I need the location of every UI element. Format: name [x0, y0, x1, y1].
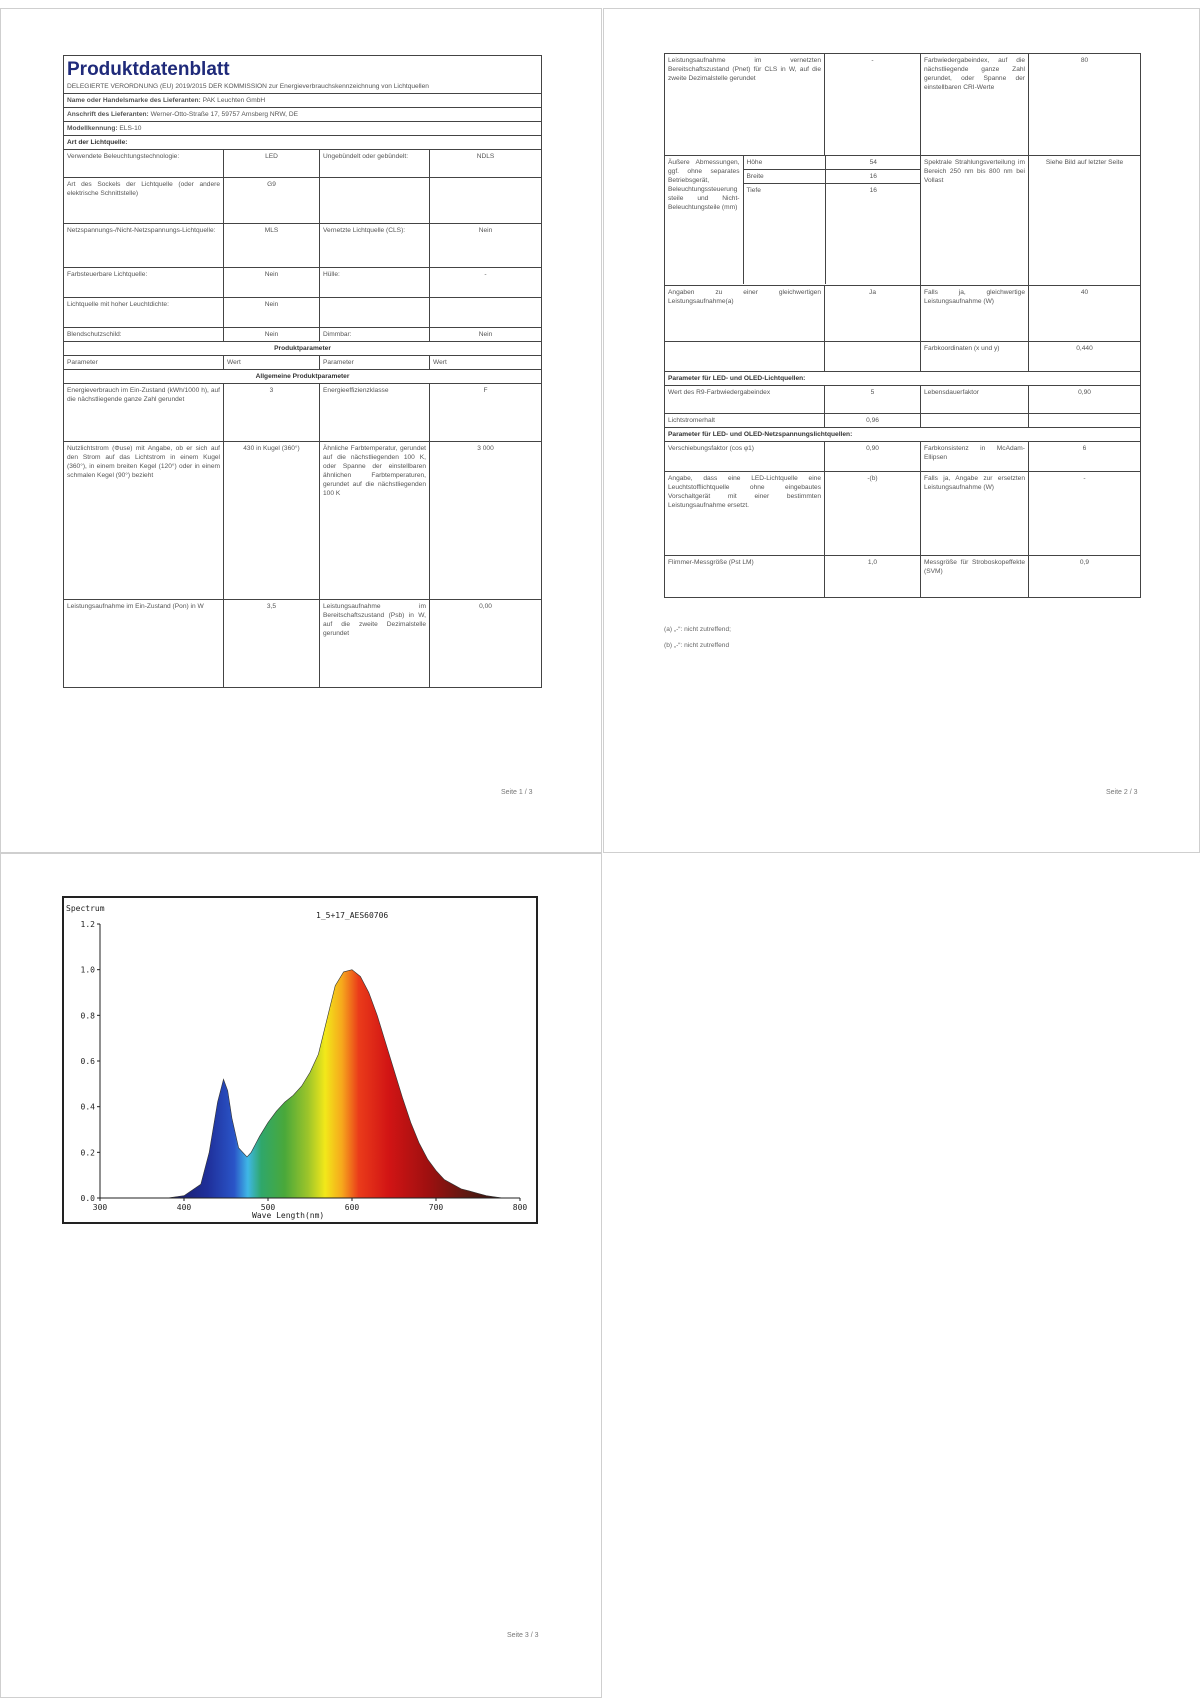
footnote-2: (b) „-“: nicht zutreffend	[664, 642, 730, 649]
mains-params-header: Parameter für LED- und OLED-Netzspannungslichtquellen:	[665, 428, 1141, 442]
page-number: Seite 1 / 3	[501, 789, 533, 796]
model-row	[64, 122, 542, 136]
cell: 0,00	[430, 600, 542, 688]
cell: 0,9	[1029, 556, 1141, 598]
doc-subtitle: DELEGIERTE VERORDNUNG (EU) 2019/2015 DER KOMMISSION zur Energieverbrauchskennzeichnung von Lichtquellen	[67, 83, 429, 90]
cell: Siehe Bild auf letzter Seite	[1029, 156, 1141, 286]
cell: Falls ja, Angabe zur ersetzten Leistungsaufnahme (W)	[921, 472, 1029, 556]
table-row	[64, 268, 542, 298]
spectrum-chart-svg	[64, 898, 536, 1222]
cell: 0,96	[825, 414, 921, 428]
supplier-address-row	[64, 108, 542, 122]
cell: G9	[224, 178, 320, 224]
supplier-address-value: Werner-Otto-Straße 17, 59757 Arnsberg NRW, DE	[150, 111, 299, 118]
cell: Farbwiedergabeindex, auf die nächstliegende ganze Zahl gerundet, oder Spanne der einstellbaren CRI-Werte	[921, 54, 1029, 156]
header-cell: Parameter	[64, 356, 224, 370]
cell: Ja	[825, 286, 921, 342]
cell: Angabe, dass eine LED-Lichtquelle eine Leuchtstofflichtquelle ohne eingebautes Vorschaltgerät mit einer bestimmten Leistungsaufnahme ersetzt.	[665, 472, 825, 556]
table-row	[64, 224, 542, 268]
cell: Leistungsaufnahme im Ein-Zustand (Pon) in W	[64, 600, 224, 688]
cell: 0,440	[1029, 342, 1141, 372]
supplier-address-label: Anschrift des Lieferanten:	[67, 111, 149, 118]
cell: Ähnliche Farbtemperatur, gerundet auf die nächstliegenden 100 K, oder Spanne der einstellbaren ähnlichen Farbtemperaturen, gerundet auf die nächstliegenden 100 K	[320, 442, 430, 600]
page-1	[0, 8, 602, 853]
cell: -	[825, 54, 921, 156]
dimensions-cell	[665, 156, 921, 286]
cell: 3,5	[224, 600, 320, 688]
spectrum-chart	[62, 896, 538, 1224]
cell: Nein	[430, 328, 542, 342]
cell	[825, 342, 921, 372]
model-value: ELS-10	[119, 125, 142, 132]
cell: Falls ja, gleichwertige Leistungsaufnahme (W)	[921, 286, 1029, 342]
supplier-name-row	[64, 94, 542, 108]
page-2	[603, 8, 1200, 853]
dimensions-table	[665, 156, 921, 284]
x-tick-label: 800	[512, 1203, 528, 1212]
cell: 3	[224, 384, 320, 442]
cell: -	[430, 268, 542, 298]
table-row	[64, 178, 542, 224]
cell: Leistungsaufnahme im Bereitschaftszustand (Psb) in W, auf die zweite Dezimalstelle gerundet	[320, 600, 430, 688]
dim-value: 16	[825, 184, 921, 285]
x-tick-label: 300	[92, 1203, 108, 1212]
cell: Farbsteuerbare Lichtquelle:	[64, 268, 224, 298]
header-cell: Wert	[430, 356, 542, 370]
dim-value: 16	[825, 170, 921, 184]
led-params-header: Parameter für LED- und OLED-Lichtquellen:	[665, 372, 1141, 386]
y-tick-label: 0.2	[80, 1148, 95, 1158]
page-number: Seite 2 / 3	[1106, 789, 1138, 796]
dimensions-label: Äußere Abmessungen, ggf. ohne separates Betriebsgerät, Beleuchtungssteuerungsteile und Nicht-Beleuchtungsteile (mm)	[665, 156, 743, 284]
cell: Energieeffizienzklasse	[320, 384, 430, 442]
cell	[320, 178, 430, 224]
cell: NDLS	[430, 150, 542, 178]
cell: Spektrale Strahlungsverteilung im Bereich 250 nm bis 800 nm bei Vollast	[921, 156, 1029, 286]
cell: Nein	[224, 328, 320, 342]
table-row	[64, 384, 542, 442]
cell: Hülle:	[320, 268, 430, 298]
cell: 40	[1029, 286, 1141, 342]
header-cell: Wert	[224, 356, 320, 370]
cell: 0,90	[825, 442, 921, 472]
cell: Nutzlichtstrom (Φuse) mit Angabe, ob er sich auf den Strom auf das Lichtstrom in einem Kugel (360°), in einem breiten Kegel (120°) oder in einem schmalen Kegel (90°) bezieht	[64, 442, 224, 600]
cell: Art des Sockels der Lichtquelle (oder andere elektrische Schnittstelle)	[64, 178, 224, 224]
cell: Messgröße für Stroboskopeffekte (SVM)	[921, 556, 1029, 598]
x-tick-label: 600	[344, 1203, 360, 1212]
y-tick-label: 1.0	[80, 965, 95, 975]
cell: Farbkoordinaten (x und y)	[921, 342, 1029, 372]
cell: MLS	[224, 224, 320, 268]
table-row	[665, 472, 1141, 556]
y-tick-label: 0.8	[80, 1011, 95, 1021]
table-row	[665, 54, 1141, 156]
footnote-1: (a) „-“: nicht zutreffend;	[664, 626, 731, 633]
cell: Angaben zu einer gleichwertigen Leistungsaufnahme(a)	[665, 286, 825, 342]
cell: -(b)	[825, 472, 921, 556]
doc-title: Produktdatenblatt	[67, 59, 230, 80]
cell: 430 in Kugel (360°)	[224, 442, 320, 600]
cell: F	[430, 384, 542, 442]
table-row	[64, 298, 542, 328]
cell: Ungebündelt oder gebündelt:	[320, 150, 430, 178]
table-row	[64, 442, 542, 600]
cell: Verschiebungsfaktor (cos φ1)	[665, 442, 825, 472]
cell: Dimmbar:	[320, 328, 430, 342]
cell: Vernetzte Lichtquelle (CLS):	[320, 224, 430, 268]
y-axis-label: Spectrum	[66, 904, 105, 913]
cell: 6	[1029, 442, 1141, 472]
cell: Farbkonsistenz in McAdam-Ellipsen	[921, 442, 1029, 472]
x-tick-label: 500	[260, 1203, 276, 1212]
general-params-header: Allgemeine Produktparameter	[64, 370, 542, 384]
cell: 1,0	[825, 556, 921, 598]
product-params-header: Produktparameter	[64, 342, 542, 356]
y-tick-label: 1.2	[80, 920, 95, 929]
cell: 0,90	[1029, 386, 1141, 414]
cell	[665, 342, 825, 372]
header-cell: Parameter	[320, 356, 430, 370]
cell: Flimmer-Messgröße (Pst LM)	[665, 556, 825, 598]
param-header-row	[64, 356, 542, 370]
model-label: Modellkennung:	[67, 125, 118, 132]
cell: -	[1029, 472, 1141, 556]
cell: Netzspannungs-/Nicht-Netzspannungs-Lichtquelle:	[64, 224, 224, 268]
dim-label: Höhe	[743, 156, 825, 170]
table-row	[665, 342, 1141, 372]
supplier-name-label: Name oder Handelsmarke des Lieferanten:	[67, 97, 201, 104]
cell: Lebensdauerfaktor	[921, 386, 1029, 414]
cell: 80	[1029, 54, 1141, 156]
y-tick-label: 0.6	[80, 1057, 95, 1066]
x-tick-label: 400	[176, 1203, 192, 1212]
table-row	[665, 386, 1141, 414]
dim-label: Tiefe	[743, 184, 825, 285]
cell: Lichtquelle mit hoher Leuchtdichte:	[64, 298, 224, 328]
cell	[430, 178, 542, 224]
x-tick-label: 700	[428, 1203, 444, 1212]
cell: Nein	[224, 298, 320, 328]
table-row	[665, 556, 1141, 598]
cell	[430, 298, 542, 328]
product-datasheet-table-1	[63, 55, 542, 688]
product-datasheet-table-2	[664, 53, 1141, 598]
chart-title: 1_5+17_AES60706	[316, 911, 389, 920]
cell: Leistungsaufnahme im vernetzten Bereitschaftszustand (Pnet) für CLS in W, auf die zweite Dezimalstelle gerundet	[665, 54, 825, 156]
table-row	[64, 600, 542, 688]
dim-value: 54	[825, 156, 921, 170]
supplier-name-value: PAK Leuchten GmbH	[202, 97, 266, 104]
cell	[320, 298, 430, 328]
table-row	[665, 286, 1141, 342]
spectrum-area	[167, 970, 503, 1198]
cell: LED	[224, 150, 320, 178]
cell: Nein	[430, 224, 542, 268]
cell: Blendschutzschild:	[64, 328, 224, 342]
doc-title-cell	[64, 56, 542, 94]
table-row	[665, 414, 1141, 428]
dim-label: Breite	[743, 170, 825, 184]
cell: Verwendete Beleuchtungstechnologie:	[64, 150, 224, 178]
y-tick-label: 0.0	[80, 1194, 95, 1203]
y-tick-label: 0.4	[80, 1102, 95, 1112]
light-source-type: Art der Lichtquelle:	[64, 136, 542, 150]
table-row	[665, 442, 1141, 472]
x-axis-label: Wave Length(nm)	[252, 1211, 325, 1220]
table-row	[64, 328, 542, 342]
cell: 5	[825, 386, 921, 414]
table-row	[665, 156, 1141, 286]
cell: Energieverbrauch im Ein-Zustand (kWh/1000 h), auf die nächstliegende ganze Zahl gerundet	[64, 384, 224, 442]
cell	[1029, 414, 1141, 428]
cell: Wert des R9-Farbwiedergabeindex	[665, 386, 825, 414]
cell: Lichtstromerhalt	[665, 414, 825, 428]
cell	[921, 414, 1029, 428]
cell: Nein	[224, 268, 320, 298]
page-number: Seite 3 / 3	[507, 1632, 539, 1639]
cell: 3 000	[430, 442, 542, 600]
table-row	[64, 150, 542, 178]
